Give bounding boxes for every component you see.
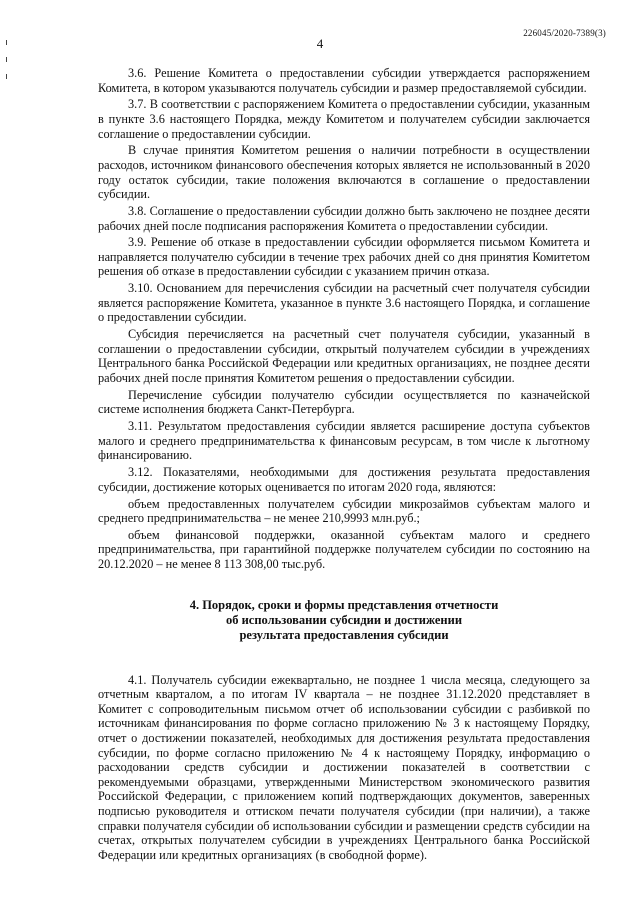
margin-marks [6, 40, 10, 91]
section-4-title [98, 598, 590, 643]
paragraph-3-7: 3.7. В соответствии с распоряжением Комитета о предоставлении субсидии, указанным в пункте 3.6 настоящего Порядка, между Комитетом и получателем субсидии заключается соглашение о предоставлении субсидии. [98, 97, 590, 141]
document-id: 226045/2020-7389(3) [523, 28, 606, 38]
margin-mark [6, 40, 7, 45]
paragraph-3-10-transfer: Субсидия перечисляется на расчетный счет получателя субсидии, указанный в соглашении о предоставлении субсидии, открытый получателем субсидии в учреждениях Центрального банка Российской Федерации или кредитных организациях, не позднее десяти рабочих дней после принятия Комитетом решения о предоставлении субсидии. [98, 327, 590, 385]
section-title-line: 4. Порядок, сроки и формы представления отчетности [189, 597, 499, 612]
margin-mark [6, 57, 7, 62]
paragraph-3-10: 3.10. Основанием для перечисления субсидии на расчетный счет получателя субсидии является распоряжение Комитета, указанное в пункте 3.6 настоящего Порядка, и соглашение о предоставлении субсидии. [98, 281, 590, 325]
paragraph-3-11: 3.11. Результатом предоставления субсидии является расширение доступа субъектов малого и среднего предпринимательства к финансовым ресурсам, в том числе к льготному финансированию. [98, 419, 590, 463]
paragraph-3-6: 3.6. Решение Комитета о предоставлении субсидии утверждается распоряжением Комитета, в котором указываются получатель субсидии и размер предоставляемой субсидии. [98, 66, 590, 95]
paragraph-4-1: 4.1. Получатель субсидии ежеквартально, не позднее 1 числа месяца, следующего за отчетным кварталом, а по итогам IV квартала – не позднее 31.12.2020 представляет в Комитет с сопроводительным письмом отчет об использовании субсидии с разбивкой по источникам финансирования по форме согласно приложению № 3 к настоящему Порядку, отчет о достижении показателей, необходимых для достижения результата предоставления субсидии, по форме согласно приложению № 4 к настоящему Порядку, информацию о расходовании средств субсидии и достижении показателей в соответствии с рекомендуемыми образцами, утвержденными Министерством экономического развития Российской Федерации, с приложением копий подтверждающих документов, заверенных подписью руководителя и оттиском печати получателя субсидии (при наличии), а также справки получателя субсидии об использовании субсидии и размещении средств субсидии на счетах, открытых получателем субсидии в учреждениях Центрального банка Российской Федерации или кредитных организациях (в свободной форме). [98, 672, 590, 862]
paragraph-3-7-unused-balance: В случае принятия Комитетом решения о наличии потребности в осуществлении расходов, источником финансового обеспечения которых является не использованный в 2020 году остаток субсидии, такие положения включаются в соглашение о предоставлении субсидии. [98, 143, 590, 202]
margin-mark [6, 74, 7, 79]
indicator-microloans: объем предоставленных получателем субсидии микрозаймов субъектам малого и среднего предпринимательства – не менее 210,9993 млн.руб.; [98, 496, 590, 526]
paragraph-3-12: 3.12. Показателями, необходимыми для достижения результата предоставления субсидии, достижение которых оценивается по итогам 2020 года, являются: [98, 465, 590, 494]
paragraph-3-8: 3.8. Соглашение о предоставлении субсидии должно быть заключено не позднее десяти рабочих дней после подписания распоряжения Комитета о предоставлении субсидии. [98, 203, 590, 233]
section-title-line: об использовании субсидии и достижении [225, 612, 463, 627]
paragraph-3-10-treasury: Перечисление субсидии получателю субсидии осуществляется по казначейской системе исполнения бюджета Санкт-Петербурга. [98, 387, 590, 417]
paragraph-3-9: 3.9. Решение об отказе в предоставлении субсидии оформляется письмом Комитета и направляется получателю субсидии в течение трех рабочих дней со дня принятия Комитетом решения об отказе в предоставлении субсидии с указанием причин отказа. [98, 235, 590, 279]
document-body [98, 66, 590, 865]
indicator-guarantee-support: объем финансовой поддержки, оказанной субъектам малого и среднего предпринимательства, при гарантийной поддержке получателем субсидии по состоянию на 20.12.2020 – не менее 8 113 308,00 тыс.руб. [98, 527, 590, 572]
page-number: 4 [316, 36, 324, 51]
section-title-line: результата предоставления субсидии [239, 627, 449, 642]
